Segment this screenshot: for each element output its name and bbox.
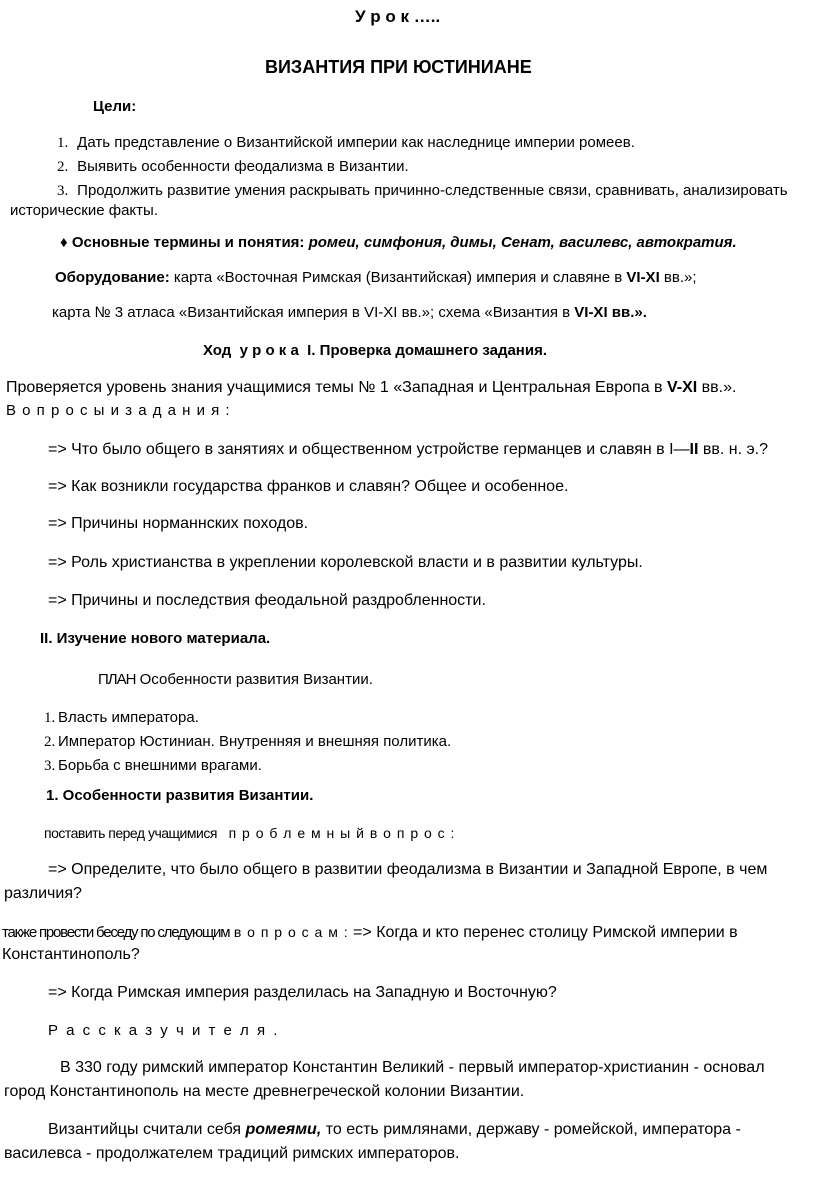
equipment-line2-period: VI-XI вв.». [574, 304, 647, 321]
page-title: ВИЗАНТИЯ ПРИ ЮСТИНИАНЕ [265, 57, 532, 77]
question-text-end: вв. н. э.? [698, 441, 768, 458]
equipment-line2-text: карта № 3 атласа «Византийская империя в VI-XI вв.»; схема «Византия в [52, 304, 575, 321]
key-terms-label: Основные термины и понятия: [71, 234, 305, 251]
plan-text: Власть императора. [58, 709, 199, 726]
section-1-heading: I. Проверка домашнего задания. [307, 342, 548, 359]
check-period: V-XI [666, 379, 698, 396]
key-terms-list: ромеи, симфония, димы, Сенат, василевс, автократия. [308, 234, 737, 251]
goal-item-3 [57, 181, 788, 201]
plan-number: 3. [44, 758, 56, 774]
key-terms [60, 233, 737, 253]
talk-question: => Когда и кто перенес столицу Римской империи в [348, 924, 738, 941]
paragraph-1-line-2: город Константинополь на месте древнегреческой колонии Византии. [4, 1083, 525, 1100]
talk-line-2: Константинополь? [2, 946, 140, 963]
talk-spaced: в о п р о с а м : [233, 924, 349, 940]
plan-number: 1. [44, 710, 56, 726]
plan-number: 2. [44, 734, 56, 750]
problem-question-line-1: => Определите, что было общего в развитии феодализма в Византии и Западной Европе, в чем [48, 861, 768, 878]
equipment-line-2 [52, 303, 647, 323]
task-text: поставить перед учащимися [44, 825, 217, 841]
question-item: => Причины норманнских походов. [48, 515, 309, 532]
question-divided: => Когда Римская империя разделилась на Западную и Восточную? [48, 984, 557, 1001]
subsection-heading: 1. Особенности развития Византии. [46, 787, 314, 804]
plan-item [44, 756, 262, 776]
problem-question-line-2: различия? [4, 885, 82, 902]
goal-item-1 [57, 133, 635, 153]
bullet-icon: ♦ [60, 234, 68, 251]
lesson-label: У р о к ….. [355, 7, 441, 26]
goals-heading: Цели: [93, 98, 137, 115]
check-text-end: вв.». [697, 379, 737, 396]
goal-number: 1. [57, 135, 69, 151]
section-2-heading: II. Изучение нового материала. [40, 630, 271, 647]
talk-line-1 [2, 922, 738, 943]
question-bold: II [689, 441, 699, 458]
check-text: Проверяется уровень знания учащимися темы № 1 «Западная и Центральная Европа в [6, 379, 667, 396]
procedure-label: Ход [203, 342, 232, 359]
task-line [44, 823, 455, 843]
equipment-text-end: вв.»; [659, 269, 697, 286]
task-spaced: п р о б л е м н ы й в о п р о с : [228, 825, 456, 841]
plan-text: Император Юстиниан. Внутренняя и внешняя политика. [58, 733, 452, 750]
goal-item-3-continuation: исторические факты. [10, 202, 158, 219]
paragraph-2-line-1 [48, 1120, 741, 1140]
equipment-label: Оборудование: [55, 269, 170, 286]
equipment-line-1 [55, 268, 697, 288]
plan-text: Борьба с внешними врагами. [58, 757, 262, 774]
paragraph-term: ромеями, [245, 1121, 322, 1138]
question-item [48, 440, 768, 460]
paragraph-text-end: то есть римлянами, державу - ромейской, императора - [321, 1121, 741, 1138]
equipment-text: карта «Восточная Римская (Византийская) империя и славяне в [173, 269, 627, 286]
teacher-story-label: Р а с с к а з у ч и т е л я . [48, 1022, 280, 1039]
paragraph-2-line-2: василевса - продолжателем традиций римских императоров. [4, 1145, 460, 1162]
plan-item [44, 708, 199, 728]
paragraph-text: Византийцы считали себя [48, 1121, 246, 1138]
check-line [6, 378, 736, 398]
plan-label: ПЛАН [98, 671, 136, 688]
goal-number: 2. [57, 159, 69, 175]
plan-title: Особенности развития Византии. [135, 671, 373, 688]
question-item: => Причины и последствия феодальной раздробленности. [48, 592, 486, 609]
procedure-heading [203, 341, 547, 361]
paragraph-1-line-1: В 330 году римский император Константин Великий - первый император-христианин - основал [60, 1059, 765, 1076]
talk-text: также провести беседу по следующим [2, 924, 230, 941]
procedure-word: у р о к а [239, 342, 299, 359]
question-text: => Что было общего в занятиях и общественном устройстве германцев и славян в I— [48, 441, 690, 458]
questions-label: В о п р о с ы и з а д а н и я : [6, 402, 231, 419]
goal-text: Продолжить развитие умения раскрывать причинно-следственные связи, сравнивать, анализировать [77, 182, 788, 199]
plan-heading [98, 670, 373, 690]
equipment-period: VI-XI [626, 269, 660, 286]
goal-text: Выявить особенности феодализма в Византии. [77, 158, 409, 175]
plan-item [44, 732, 451, 752]
goal-item-2 [57, 157, 409, 177]
question-item: => Роль христианства в укреплении королевской власти и в развитии культуры. [48, 554, 643, 571]
goal-text: Дать представление о Византийской империи как наследнице империи ромеев. [77, 134, 635, 151]
question-item: => Как возникли государства франков и славян? Общее и особенное. [48, 478, 569, 495]
goal-number: 3. [57, 183, 69, 199]
